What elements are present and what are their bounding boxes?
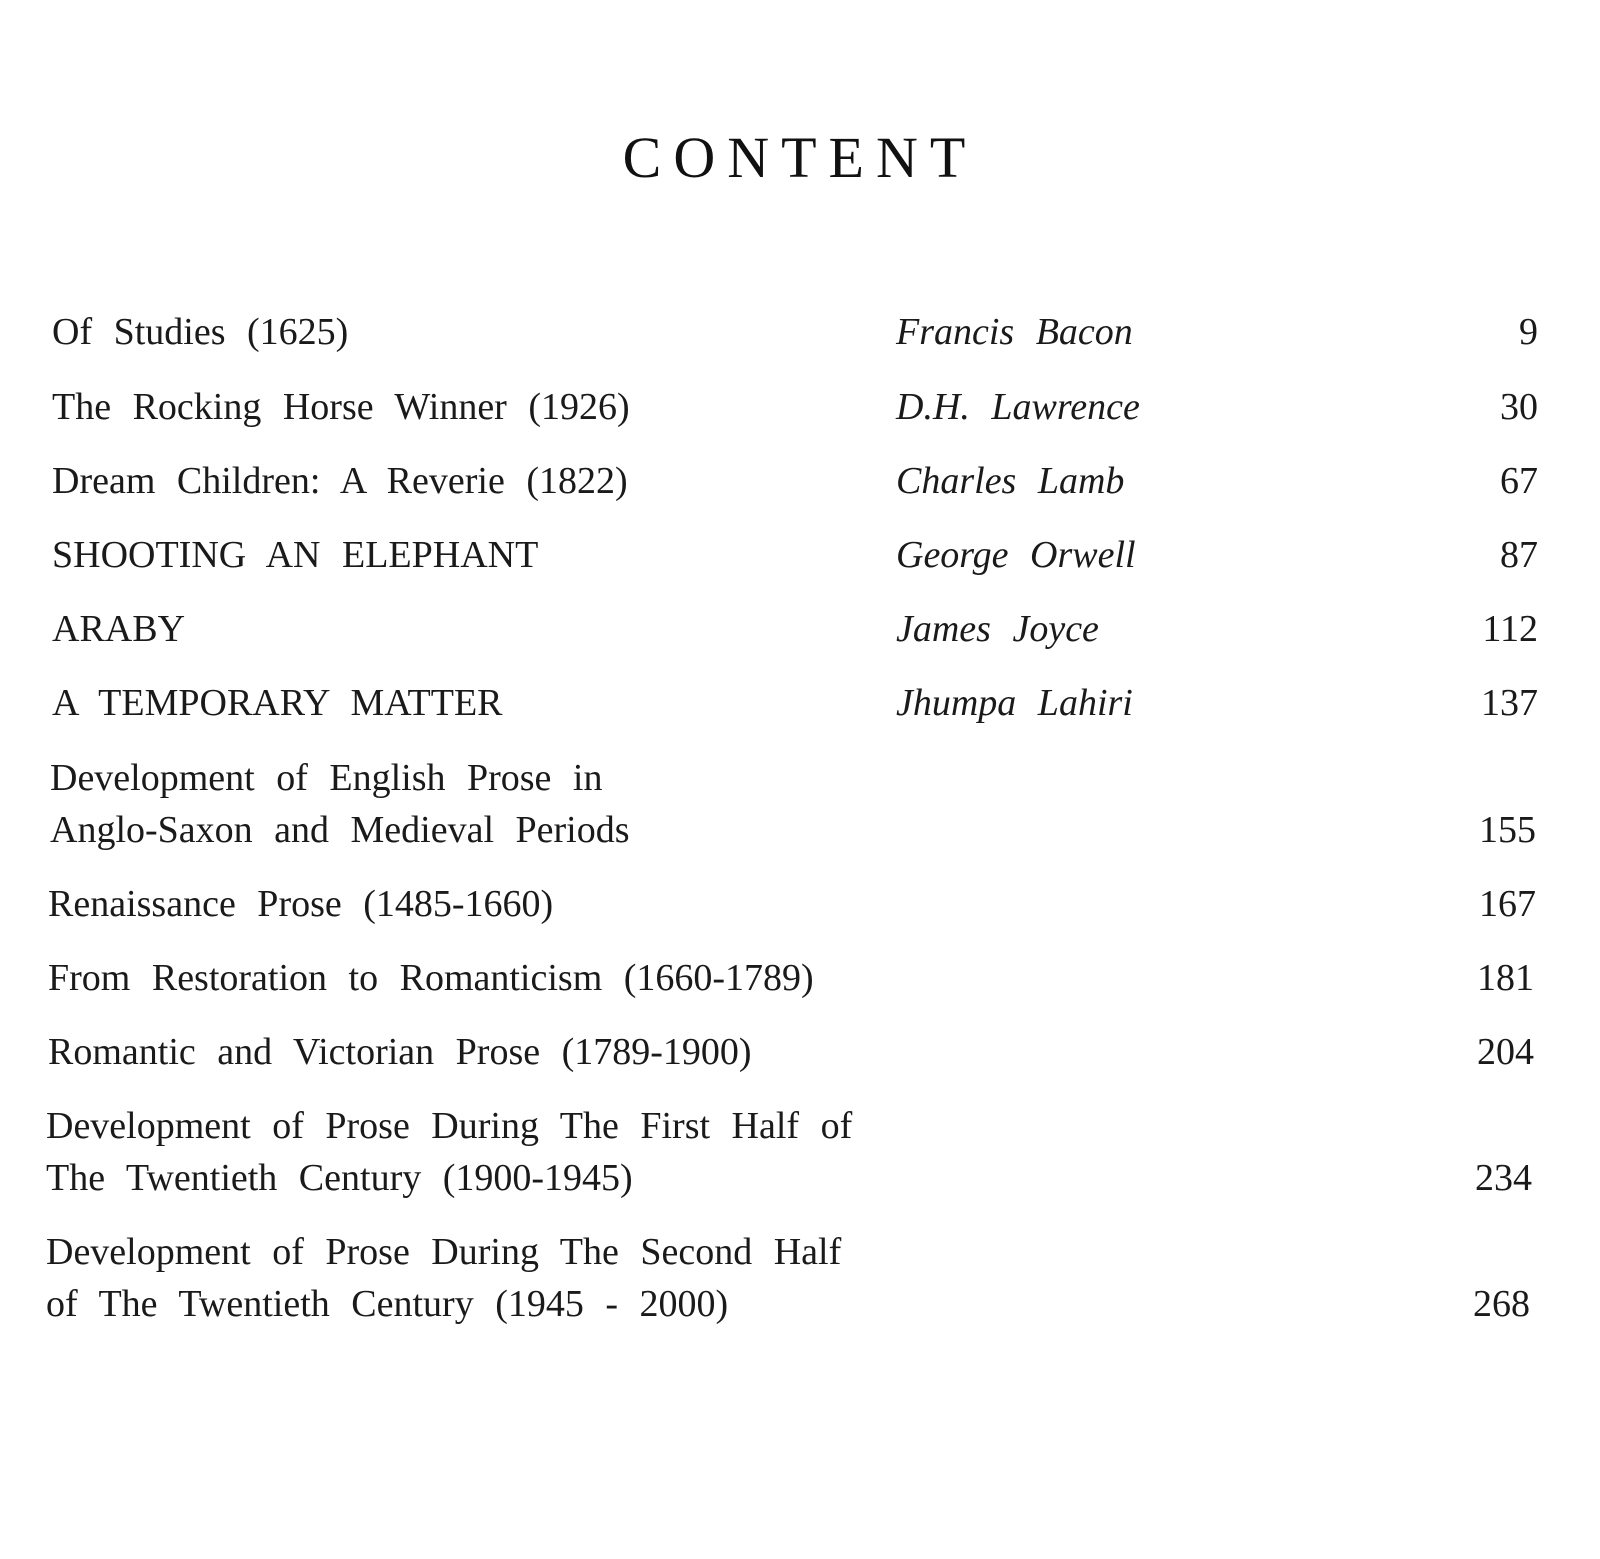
entry-author: George Orwell	[896, 534, 1136, 576]
entry-page-number: 9	[1519, 311, 1538, 353]
entry-page-number: 181	[1477, 957, 1534, 999]
entry-title-line: The Rocking Horse Winner (1926)	[52, 386, 630, 428]
entry-title-line: The Twentieth Century (1900-1945)	[46, 1157, 633, 1199]
entry-page-number: 67	[1500, 460, 1538, 502]
entry-title-line: of The Twentieth Century (1945 - 2000)	[46, 1283, 729, 1325]
entry-author: Jhumpa Lahiri	[896, 682, 1133, 724]
entry-author: James Joyce	[896, 608, 1099, 650]
entry-title	[52, 677, 503, 729]
entry-page-number: 204	[1477, 1031, 1534, 1073]
entry-title-line: A TEMPORARY MATTER	[52, 682, 503, 724]
entry-title-line: ARABY	[52, 608, 186, 650]
entry-title	[52, 455, 628, 507]
entry-title-line: Of Studies (1625)	[52, 311, 349, 353]
entry-title-line: Development of English Prose in	[50, 757, 603, 799]
entry-title	[52, 306, 348, 358]
entry-author: Charles Lamb	[896, 460, 1125, 502]
entry-page-number: 112	[1482, 608, 1538, 650]
entry-title	[48, 952, 814, 1004]
entry-title	[48, 1026, 752, 1078]
entry-title-line: SHOOTING AN ELEPHANT	[52, 534, 539, 576]
entry-title-line: From Restoration to Romanticism (1660-1789)	[48, 957, 814, 999]
entry-title	[50, 752, 630, 856]
entry-title-line: Romantic and Victorian Prose (1789-1900)	[48, 1031, 752, 1073]
entry-page-number: 137	[1481, 682, 1538, 724]
entry-title-line: Development of Prose During The First Half of	[46, 1105, 853, 1147]
entry-author: D.H. Lawrence	[896, 386, 1140, 428]
entry-page-number: 234	[1475, 1157, 1532, 1199]
entry-page-number: 268	[1473, 1283, 1530, 1325]
entry-title-line: Renaissance Prose (1485-1660)	[48, 883, 554, 925]
entry-title	[52, 529, 538, 581]
entry-page-number: 30	[1500, 386, 1538, 428]
entry-page-number: 87	[1500, 534, 1538, 576]
entry-title	[46, 1226, 841, 1330]
entry-title-line: Development of Prose During The Second Half	[46, 1231, 842, 1273]
entry-title-line: Anglo-Saxon and Medieval Periods	[50, 809, 630, 851]
entry-title	[52, 603, 185, 655]
entry-title	[48, 878, 553, 930]
page-title: CONTENT	[622, 125, 978, 190]
entry-title	[52, 381, 630, 433]
entry-title	[46, 1100, 852, 1204]
entry-page-number: 167	[1479, 883, 1536, 925]
entry-author: Francis Bacon	[896, 311, 1133, 353]
entry-page-number: 155	[1479, 809, 1536, 851]
entry-title-line: Dream Children: A Reverie (1822)	[52, 460, 628, 502]
